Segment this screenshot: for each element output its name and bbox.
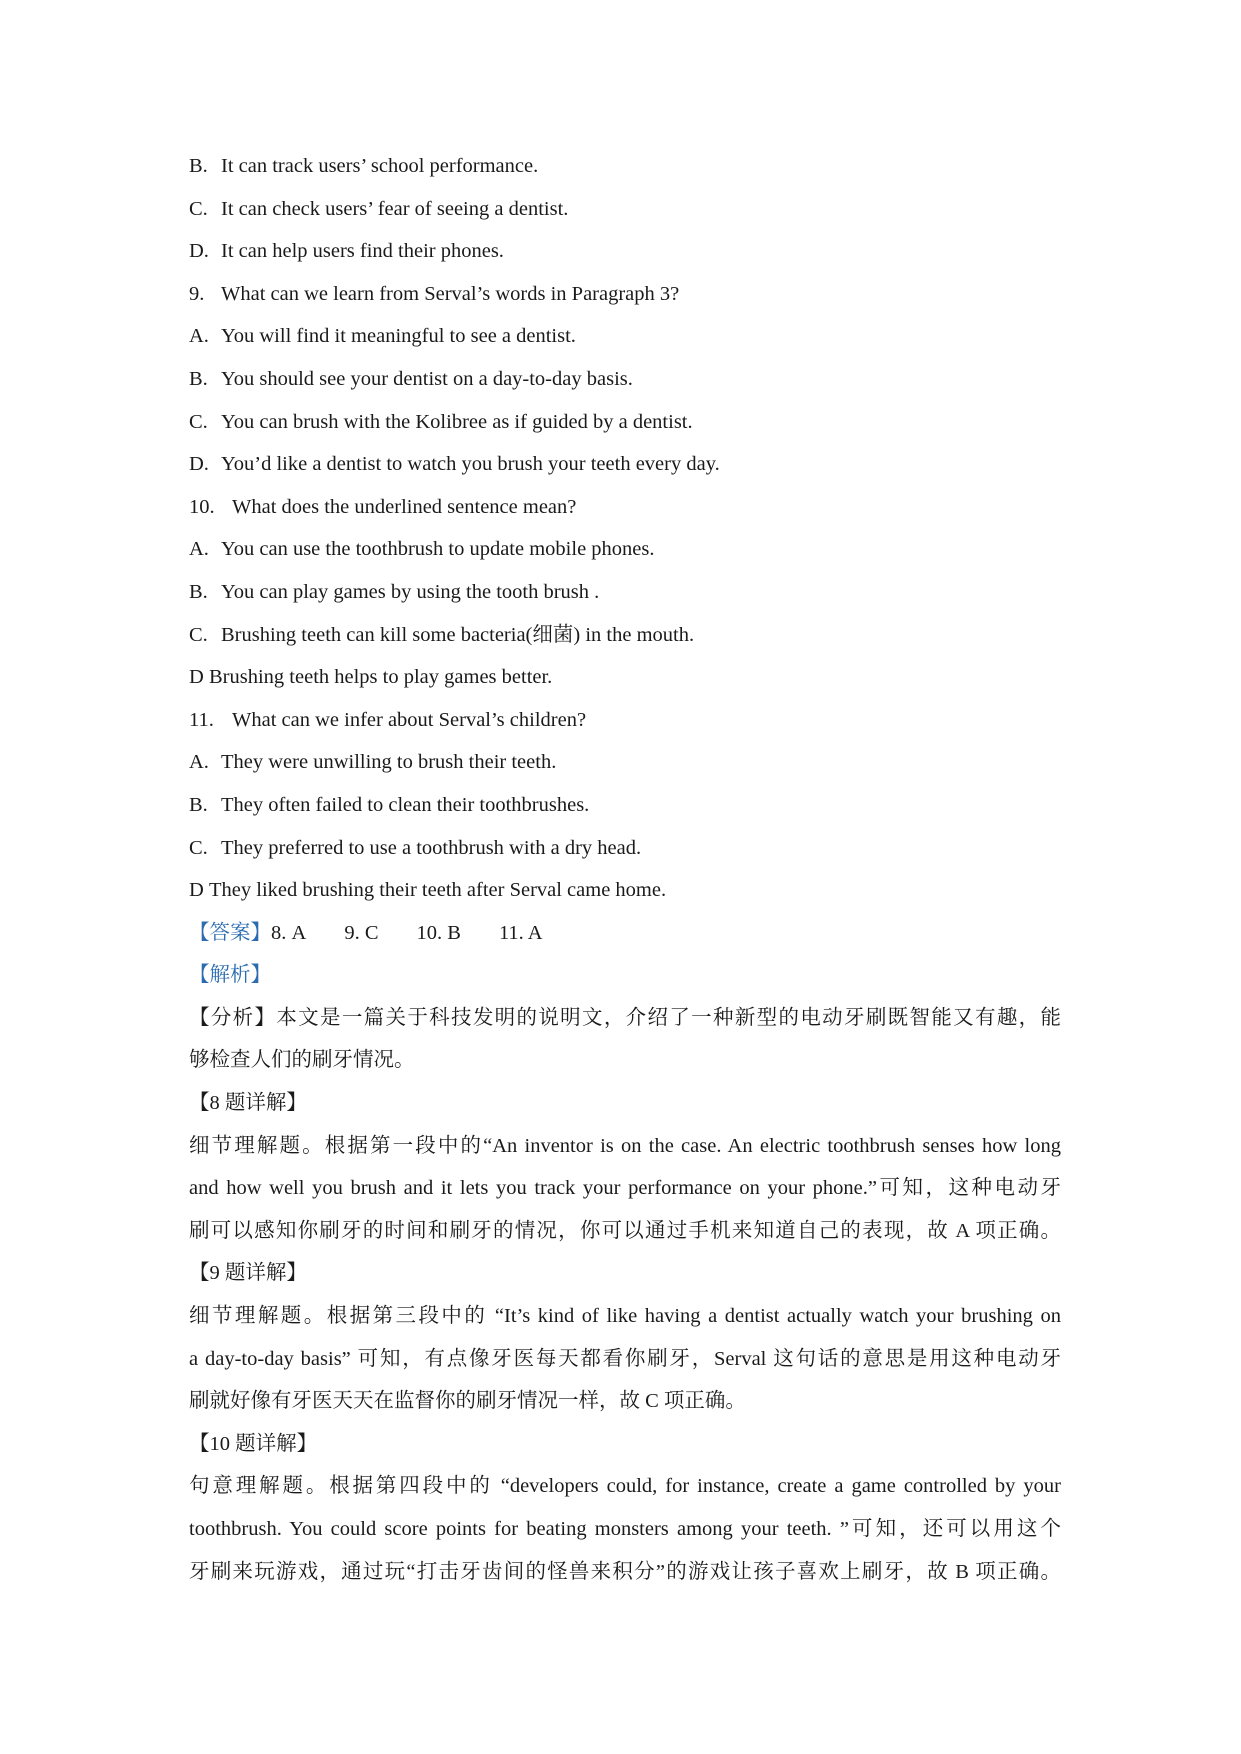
q11-option-c: C. They preferred to use a toothbrush with a dry head. xyxy=(189,836,642,859)
analysis-line-1: 【分析】本文是一篇关于科技发明的说明文，介绍了一种新型的电动牙刷既智能又有趣，能 xyxy=(189,1006,1062,1029)
q8-option-b: B. It can track users’ school performance. xyxy=(189,155,539,177)
q9-option-a: A. You will find it meaningful to see a dentist. xyxy=(189,325,576,348)
detail8-heading: 【8 题详解】 xyxy=(189,1092,307,1115)
q8-option-d: D. It can help users find their phones. xyxy=(189,240,504,263)
detail8-line-2: and how well you brush and it lets you track your performance on your phone.”可知，这种电动牙 xyxy=(189,1177,1061,1200)
q9-option-c: C. You can brush with the Kolibree as if guided by a dentist. xyxy=(189,410,693,433)
answer-item: 8. A xyxy=(271,921,307,944)
answer-item: 9. C xyxy=(344,921,379,944)
q11-question: 11. What can we infer about Serval’s children? xyxy=(189,708,587,731)
detail10-line-1: 句意理解题。根据第四段中的 “developers could, for instance, create a game controlled by your xyxy=(189,1475,1061,1498)
q10-option-d: D Brushing teeth helps to play games better. xyxy=(189,666,553,689)
detail10-line-2: toothbrush. You could score points for beating monsters among your teeth. ”可知，还可以用这个 xyxy=(189,1518,1061,1540)
detail9-line-1: 细节理解题。根据第三段中的 “It’s kind of like having a dentist actually watch your brushing on xyxy=(189,1305,1061,1328)
detail9-line-2: a day-to-day basis” 可知，有点像牙医每天都看你刷牙，Serval 这句话的意思是用这种电动牙 xyxy=(189,1347,1061,1370)
answer-item: 10. B xyxy=(416,921,461,944)
analysis-label: 【解析】 xyxy=(189,964,271,987)
answer-line xyxy=(189,912,1061,955)
analysis-sub-label: 【分析】 xyxy=(189,1006,277,1029)
detail10-line-3: 牙刷来玩游戏，通过玩“打击牙齿间的怪兽来积分”的游戏让孩子喜欢上刷牙，故 B 项正确。 xyxy=(189,1560,1061,1583)
analysis-line-2: 够检查人们的刷牙情况。 xyxy=(189,1049,415,1072)
q10-question: 10. What does the underlined sentence mean? xyxy=(189,495,577,518)
detail8-line-3: 刷可以感知你刷牙的时间和刷牙的情况，你可以通过手机来知道自己的表现，故 A 项正确。 xyxy=(189,1219,1061,1242)
q9-option-b: B. You should see your dentist on a day-to-day basis. xyxy=(189,367,633,390)
answer-label: 【答案】 xyxy=(189,921,271,944)
q10-option-a: A. You can use the toothbrush to update mobile phones. xyxy=(189,538,655,561)
page-content xyxy=(189,145,1061,1593)
q11-option-b: B. They often failed to clean their toothbrushes. xyxy=(189,793,590,816)
q11-option-d: D They liked brushing their teeth after Serval came home. xyxy=(189,879,667,902)
q11-option-a: A. They were unwilling to brush their teeth. xyxy=(189,751,557,774)
q10-option-b: B. You can play games by using the tooth brush . xyxy=(189,580,600,603)
detail9-heading: 【9 题详解】 xyxy=(189,1262,307,1285)
detail10-heading: 【10 题详解】 xyxy=(189,1432,318,1455)
detail8-line-1: 细节理解题。根据第一段中的“An inventor is on the case. An electric toothbrush senses how long xyxy=(189,1134,1061,1157)
q8-option-c: C. It can check users’ fear of seeing a dentist. xyxy=(189,197,569,220)
q9-question: 9. What can we learn from Serval’s words in Paragraph 3? xyxy=(189,282,680,305)
q9-option-d: D. You’d like a dentist to watch you brush your teeth every day. xyxy=(189,453,720,476)
detail9-line-3: 刷就好像有牙医天天在监督你的刷牙情况一样，故 C 项正确。 xyxy=(189,1390,746,1413)
q10-option-c: C. Brushing teeth can kill some bacteria(细菌) in the mouth. xyxy=(189,623,695,646)
answer-item: 11. A xyxy=(498,921,543,944)
